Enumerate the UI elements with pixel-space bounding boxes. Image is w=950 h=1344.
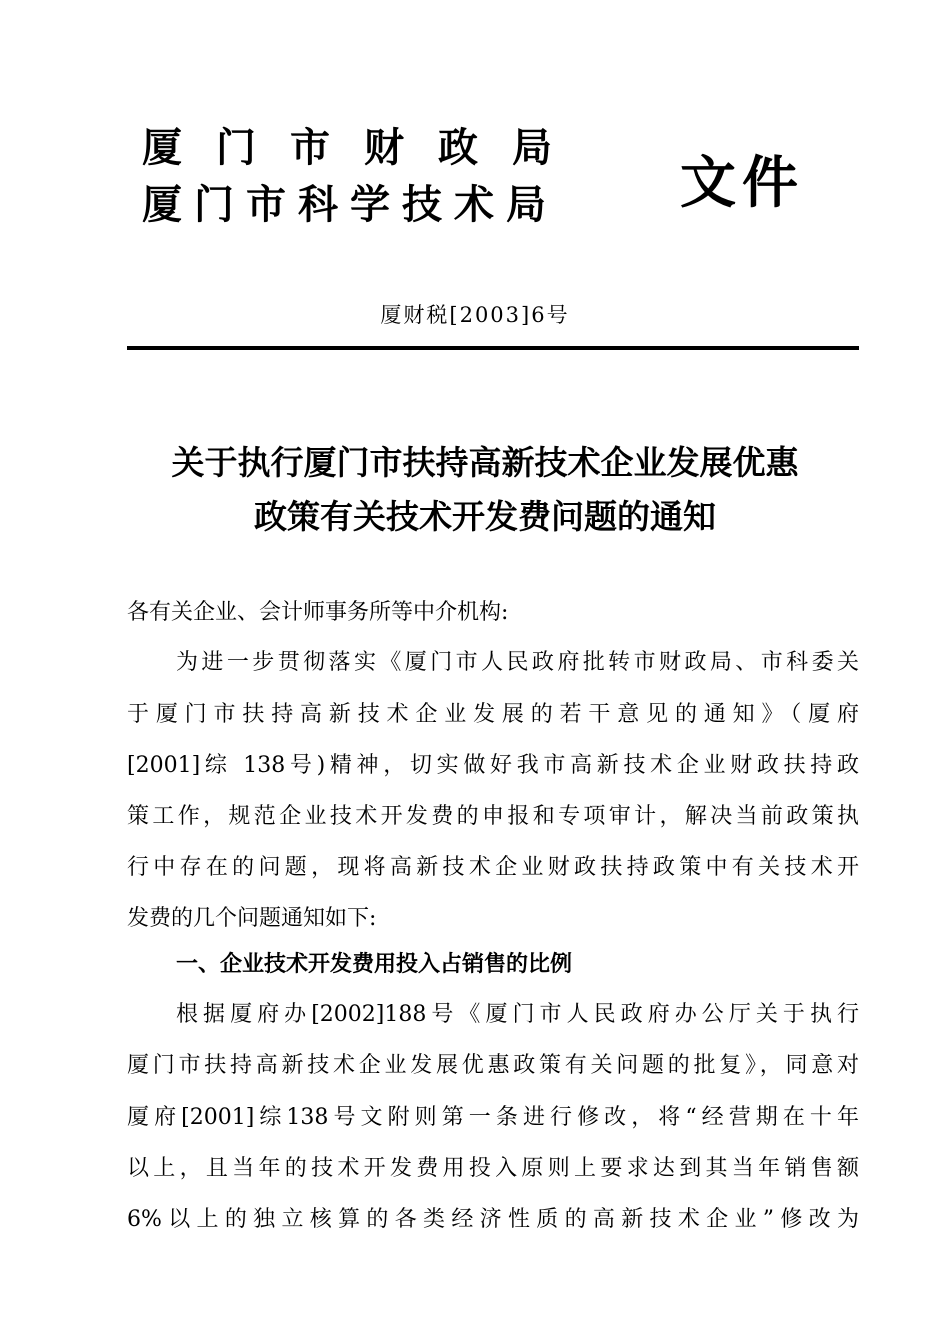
document-word: 文件: [680, 151, 804, 216]
issuer-science-bureau: 厦门市科学技术局: [142, 182, 558, 228]
paragraph-2-line: 厦府[2001]综138号文附则第一条进行修改，将“经营期在十年: [127, 1105, 859, 1130]
header-divider: [127, 346, 859, 350]
paragraph-1-line: [2001]综 138号)精神，切实做好我市高新技术企业财政扶持政: [127, 753, 859, 778]
document-number: 厦财税[2003]6号: [380, 303, 570, 327]
title-line-1: 关于执行厦门市扶持高新技术企业发展优惠: [171, 443, 799, 482]
paragraph-1-line: 策工作，规范企业技术开发费的申报和专项审计，解决当前政策执: [127, 804, 859, 829]
paragraph-2-line: 厦门市扶持高新技术企业发展优惠政策有关问题的批复》，同意对: [127, 1053, 859, 1078]
paragraph-1-line: 于厦门市扶持高新技术企业发展的若干意见的通知》（厦府: [127, 702, 859, 727]
title-line-2: 政策有关技术开发费问题的通知: [254, 497, 716, 536]
paragraph-2-line: 6%以上的独立核算的各类经济性质的高新技术企业”修改为: [127, 1207, 859, 1232]
salutation: 各有关企业、会计师事务所等中介机构:: [127, 600, 509, 625]
paragraph-2-line: 以上，且当年的技术开发费用投入原则上要求达到其当年销售额: [127, 1156, 859, 1181]
issuer-finance-bureau: 厦门市财政局: [142, 125, 586, 171]
paragraph-1-line: 发费的几个问题通知如下:: [127, 906, 377, 931]
paragraph-1-line: 行中存在的问题，现将高新技术企业财政扶持政策中有关技术开: [127, 855, 859, 880]
paragraph-1-line: 为进一步贯彻落实《厦门市人民政府批转市财政局、市科委关: [176, 650, 859, 675]
section-1-heading: 一、企业技术开发费用投入占销售的比例: [176, 952, 573, 977]
paragraph-2-line: 根据厦府办[2002]188号《厦门市人民政府办公厅关于执行: [176, 1002, 859, 1027]
